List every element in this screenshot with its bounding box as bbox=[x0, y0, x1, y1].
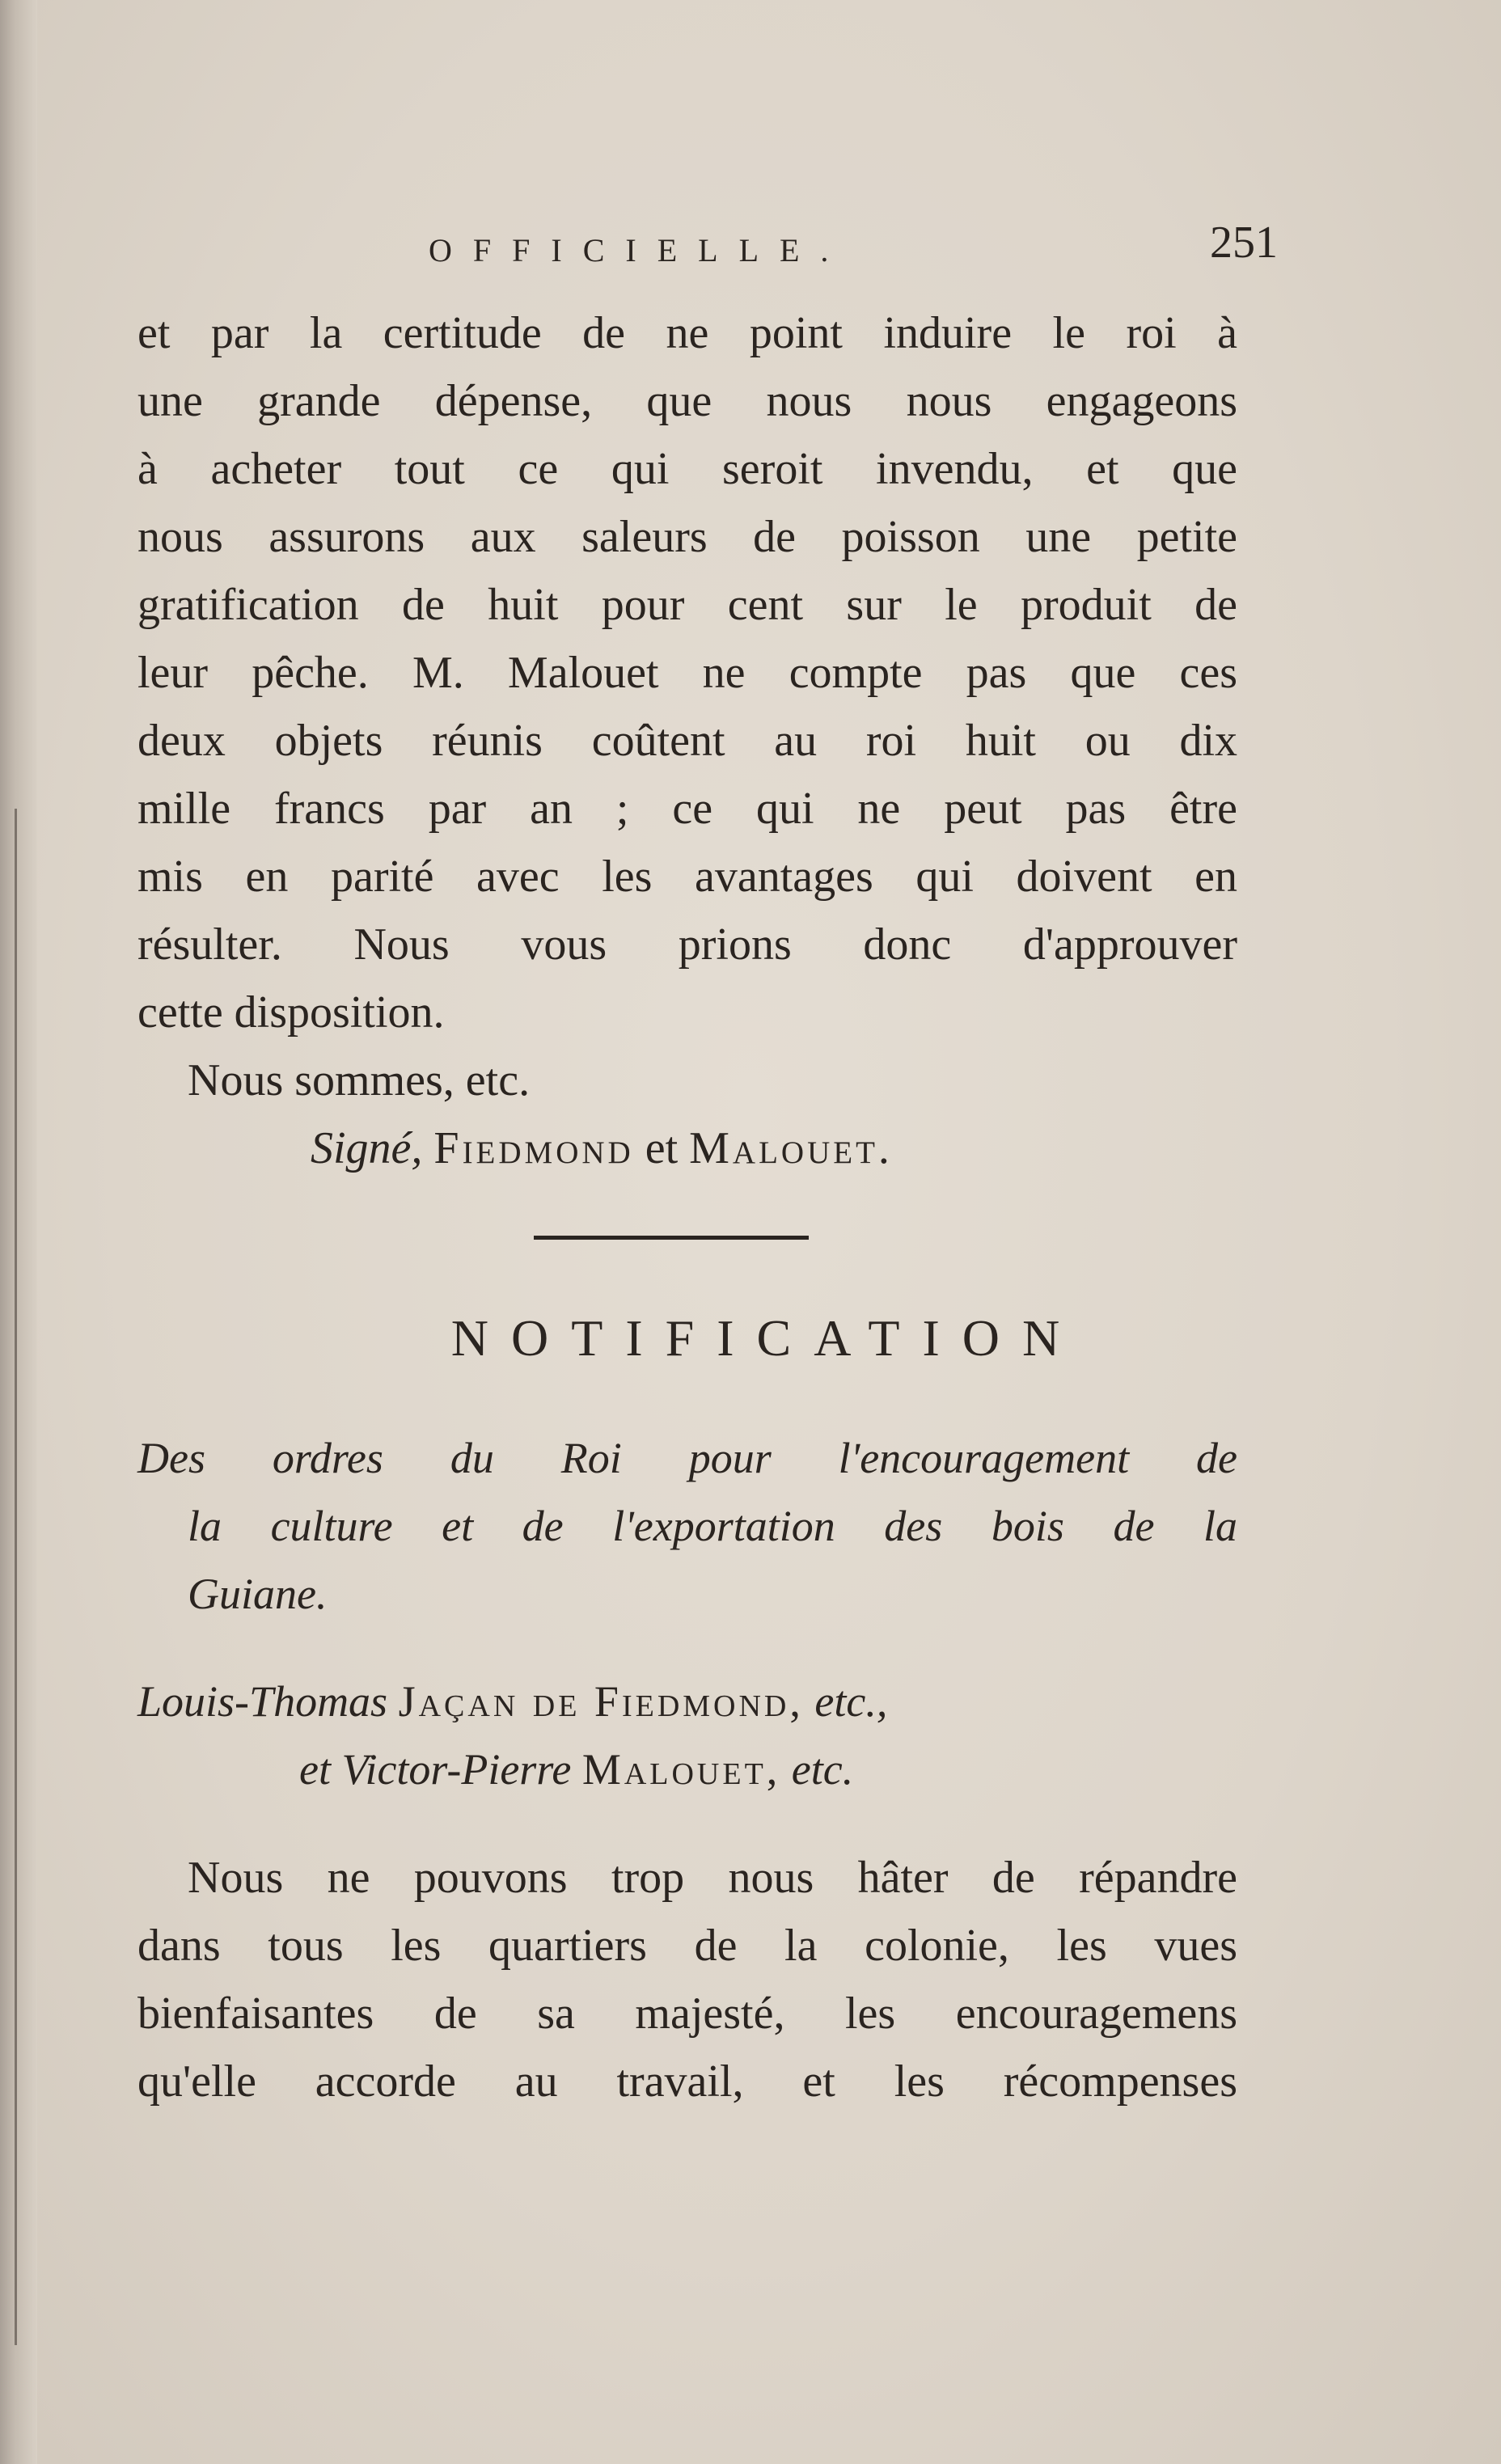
notification-signers bbox=[137, 1666, 1237, 1802]
body-line: bienfaisantes de sa majesté, les encouragemens bbox=[137, 1989, 1237, 2039]
signature-name-malouet: Malouet. bbox=[689, 1123, 893, 1173]
text-line: nous assurons aux saleurs de poisson une petite bbox=[137, 512, 1237, 562]
section-divider bbox=[534, 1236, 809, 1240]
page-number: 251 bbox=[1210, 218, 1278, 268]
notification-body bbox=[137, 1844, 1237, 2115]
notification-subtitle bbox=[137, 1423, 1237, 1627]
signer-1-given-names: Louis-Thomas bbox=[137, 1677, 388, 1726]
binding-shadow-line bbox=[15, 809, 17, 2345]
signature-name-fiedmond: Fiedmond bbox=[433, 1123, 634, 1173]
closing-formula: Nous sommes, etc. bbox=[188, 1055, 531, 1105]
body-line: qu'elle accorde au travail, et les récompenses bbox=[137, 2056, 1237, 2107]
signer-2-surname: Malouet, bbox=[581, 1745, 781, 1794]
subtitle-line: Guiane. bbox=[188, 1570, 328, 1618]
text-line: et par la certitude de ne point induire le roi à bbox=[137, 308, 1237, 358]
signer-1-surname: Jaçan de Fiedmond, bbox=[398, 1677, 804, 1726]
text-line: résulter. Nous vous prions donc d'approuver bbox=[137, 919, 1237, 970]
text-line-last: cette disposition. bbox=[137, 987, 445, 1038]
body-line: Nous ne pouvons trop nous hâter de répandre bbox=[188, 1853, 1237, 1903]
signature-conjunction: et bbox=[645, 1123, 679, 1173]
signer-line-2 bbox=[137, 1734, 1237, 1802]
text-line: mille francs par an ; ce qui ne peut pas être bbox=[137, 784, 1237, 834]
body-line: dans tous les quartiers de la colonie, les vues bbox=[137, 1921, 1237, 1971]
letter-text bbox=[137, 299, 1237, 1182]
signer-line-1 bbox=[137, 1666, 1237, 1734]
signer-2-etc: etc. bbox=[791, 1745, 854, 1794]
running-title: OFFICIELLE. bbox=[429, 232, 850, 268]
signature-line bbox=[137, 1114, 1237, 1182]
notification-title: NOTIFICATION bbox=[450, 1309, 1083, 1367]
text-line: gratification de huit pour cent sur le produit de bbox=[137, 580, 1237, 630]
signer-conjunction: et bbox=[299, 1745, 331, 1794]
signer-2-given-names: Victor-Pierre bbox=[341, 1745, 572, 1794]
text-line: leur pêche. M. Malouet ne compte pas que ces bbox=[137, 648, 1237, 698]
subtitle-line: la culture et de l'exportation des bois de la bbox=[188, 1502, 1237, 1550]
text-line: une grande dépense, que nous nous engageons bbox=[137, 376, 1237, 426]
page-binding-edge bbox=[0, 0, 37, 2464]
text-line: mis en parité avec les avantages qui doivent en bbox=[137, 852, 1237, 902]
page-header bbox=[129, 217, 1278, 281]
signature-signe: Signé, bbox=[311, 1123, 423, 1173]
text-line: deux objets réunis coûtent au roi huit ou dix bbox=[137, 716, 1237, 766]
text-line: à acheter tout ce qui seroit invendu, et que bbox=[137, 444, 1237, 494]
subtitle-line: Des ordres du Roi pour l'encouragement de bbox=[137, 1434, 1237, 1482]
signer-1-etc: etc., bbox=[814, 1677, 888, 1726]
